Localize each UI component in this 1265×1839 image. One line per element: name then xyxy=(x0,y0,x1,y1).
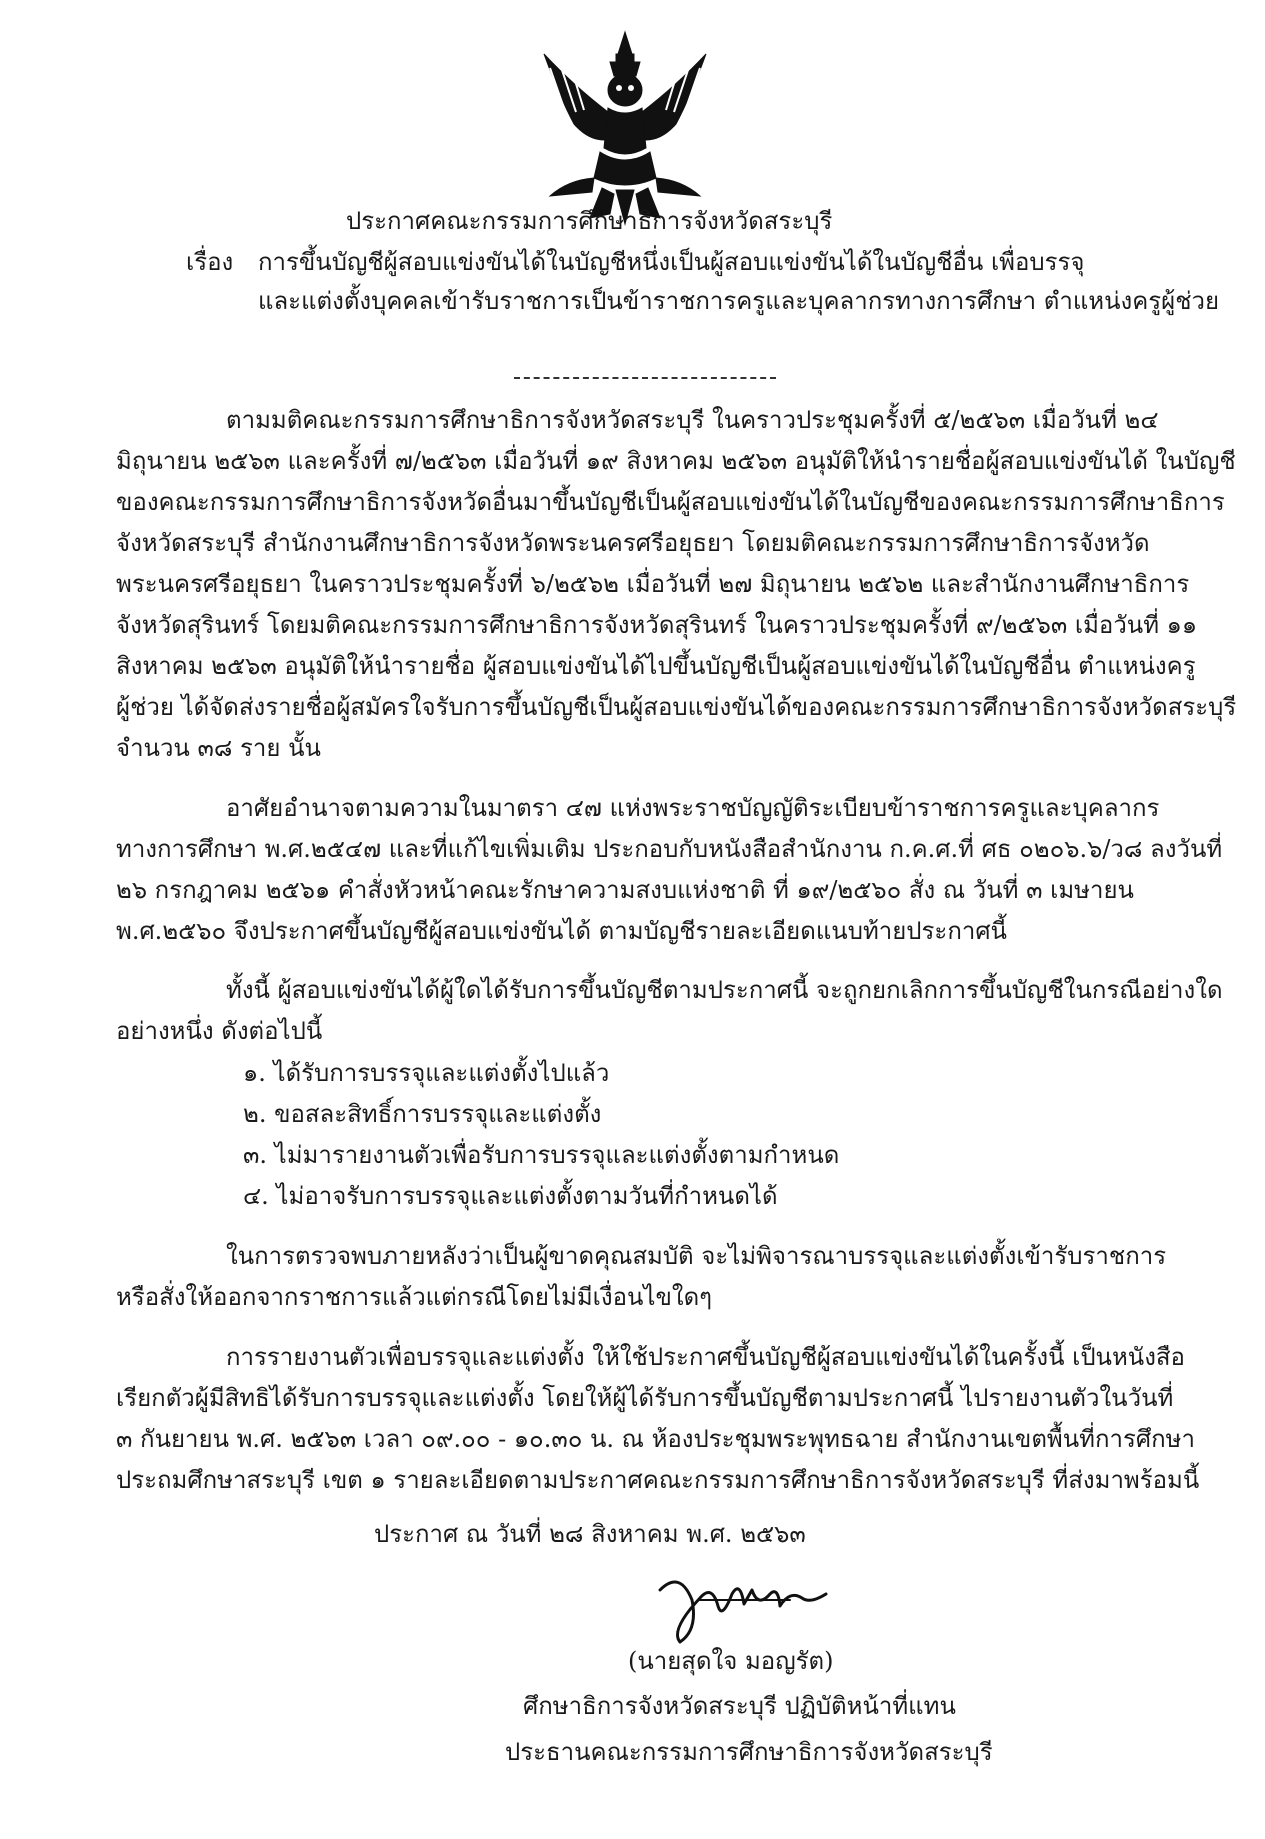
subject-label: เรื่อง xyxy=(186,248,234,276)
announcement-title: ประกาศคณะกรรมการศึกษาธิการจังหวัดสระบุรี xyxy=(346,207,833,235)
signer-name: (นายสุดใจ มอญรัต) xyxy=(628,1647,834,1675)
subject-line: และแต่งตั้งบุคคลเข้ารับราชการเป็นข้าราชการครูและบุคลากรทางการศึกษา ตำแหน่งครูผู้ช่วย xyxy=(258,287,1220,315)
paragraph-line: ทั้งนี้ ผู้สอบแข่งขันได้ผู้ใดได้รับการขึ้นบัญชีตามประกาศนี้ จะถูกยกเลิกการขึ้นบัญชีในกรณีอย่างใด xyxy=(226,976,1223,1004)
paragraph-line: ๓ กันยายน พ.ศ. ๒๕๖๓ เวลา ๐๙.๐๐ - ๑๐.๓๐ น. ณ ห้องประชุมพระพุทธฉาย สำนักงานเขตพื้นที่การศึกษา xyxy=(116,1425,1195,1453)
paragraph-line: ๒๖ กรกฎาคม ๒๕๖๑ คำสั่งหัวหน้าคณะรักษาความสงบแห่งชาติ ที่ ๑๙/๒๕๖๐ สั่ง ณ วันที่ ๓ เมษายน xyxy=(116,876,1134,904)
list-item: ๒. ขอสละสิทธิ์การบรรจุและแต่งตั้ง xyxy=(243,1100,602,1128)
title-divider xyxy=(514,377,776,379)
paragraph-line: การรายงานตัวเพื่อบรรจุและแต่งตั้ง ให้ใช้ประกาศขึ้นบัญชีผู้สอบแข่งขันได้ในครั้งนี้ เป็นหนังสือ xyxy=(226,1343,1185,1371)
paragraph-line: อาศัยอำนาจตามความในมาตรา ๔๗ แห่งพระราชบัญญัติระเบียบข้าราชการครูและบุคลากร xyxy=(226,794,1160,822)
signer-position: ศึกษาธิการจังหวัดสระบุรี ปฏิบัติหน้าที่แทน xyxy=(523,1692,956,1720)
paragraph-line: พ.ศ.๒๕๖๐ จึงประกาศขึ้นบัญชีผู้สอบแข่งขันได้ ตามบัญชีรายละเอียดแนบท้ายประกาศนี้ xyxy=(116,917,1007,945)
list-item: ๑. ได้รับการบรรจุและแต่งตั้งไปแล้ว xyxy=(243,1059,610,1087)
paragraph-line: ผู้ช่วย ได้จัดส่งรายชื่อผู้สมัครใจรับการขึ้นบัญชีเป็นผู้สอบแข่งขันได้ของคณะกรรมการศึกษาธิการจังหวัดสระบุรี xyxy=(116,693,1237,721)
paragraph-line: สิงหาคม ๒๕๖๓ อนุมัติให้นำรายชื่อ ผู้สอบแข่งขันได้ไปขึ้นบัญชีเป็นผู้สอบแข่งขันได้ในบัญชีอื่น ตำแหน่งครู xyxy=(116,652,1196,680)
garuda-emblem-icon xyxy=(530,28,720,228)
paragraph-line: หรือสั่งให้ออกจากราชการแล้วแต่กรณีโดยไม่มีเงื่อนไขใดๆ xyxy=(116,1283,713,1311)
paragraph-line: ประถมศึกษาสระบุรี เขต ๑ รายละเอียดตามประกาศคณะกรรมการศึกษาธิการจังหวัดสระบุรี ที่ส่งมาพร้อมนี้ xyxy=(116,1466,1200,1494)
paragraph-line: เรียกตัวผู้มีสิทธิได้รับการบรรจุและแต่งตั้ง โดยให้ผู้ได้รับการขึ้นบัญชีตามประกาศนี้ ไปรายงานตัวในวันที่ xyxy=(116,1384,1174,1412)
list-item: ๓. ไม่มารายงานตัวเพื่อรับการบรรจุและแต่งตั้งตามกำหนด xyxy=(243,1141,840,1169)
paragraph-line: ตามมติคณะกรรมการศึกษาธิการจังหวัดสระบุรี ในคราวประชุมครั้งที่ ๕/๒๕๖๓ เมื่อวันที่ ๒๔ xyxy=(226,406,1159,434)
paragraph-line: จังหวัดสุรินทร์ โดยมติคณะกรรมการศึกษาธิการจังหวัดสุรินทร์ ในคราวประชุมครั้งที่ ๙/๒๕๖๓ เมื่อวันที่ ๑๑ xyxy=(116,611,1198,639)
signature-icon xyxy=(640,1560,840,1650)
paragraph-line: จำนวน ๓๘ ราย นั้น xyxy=(116,734,321,762)
signer-position: ประธานคณะกรรมการศึกษาธิการจังหวัดสระบุรี xyxy=(505,1738,993,1766)
paragraph-line: ในการตรวจพบภายหลังว่าเป็นผู้ขาดคุณสมบัติ จะไม่พิจารณาบรรจุและแต่งตั้งเข้ารับราชการ xyxy=(226,1242,1167,1270)
paragraph-line: ของคณะกรรมการศึกษาธิการจังหวัดอื่นมาขึ้นบัญชีเป็นผู้สอบแข่งขันได้ในบัญชีของคณะกรรมการศึกษาธิการ xyxy=(116,488,1225,516)
announcement-date: ประกาศ ณ วันที่ ๒๘ สิงหาคม พ.ศ. ๒๕๖๓ xyxy=(374,1520,806,1548)
paragraph-line: อย่างหนึ่ง ดังต่อไปนี้ xyxy=(116,1017,323,1045)
paragraph-line: ทางการศึกษา พ.ศ.๒๕๔๗ และที่แก้ไขเพิ่มเติม ประกอบกับหนังสือสำนักงาน ก.ค.ศ.ที่ ศธ ๐๒๐๖.๖/ว๘ ลงวันที่ xyxy=(116,835,1223,863)
list-item: ๔. ไม่อาจรับการบรรจุและแต่งตั้งตามวันที่กำหนดได้ xyxy=(243,1182,778,1210)
paragraph-line: จังหวัดสระบุรี สำนักงานศึกษาธิการจังหวัดพระนครศรีอยุธยา โดยมติคณะกรรมการศึกษาธิการจังหวัด xyxy=(116,529,1150,557)
paragraph-line: มิถุนายน ๒๕๖๓ และครั้งที่ ๗/๒๕๖๓ เมื่อวันที่ ๑๙ สิงหาคม ๒๕๖๓ อนุมัติให้นำรายชื่อผู้สอบแข่งขันได้ ในบัญชี xyxy=(116,447,1236,475)
subject-line: การขึ้นบัญชีผู้สอบแข่งขันได้ในบัญชีหนึ่งเป็นผู้สอบแข่งขันได้ในบัญชีอื่น เพื่อบรรจุ xyxy=(258,248,1085,276)
paragraph-line: พระนครศรีอยุธยา ในคราวประชุมครั้งที่ ๖/๒๕๖๒ เมื่อวันที่ ๒๗ มิถุนายน ๒๕๖๒ และสำนักงานศึกษาธิการ xyxy=(116,570,1190,598)
